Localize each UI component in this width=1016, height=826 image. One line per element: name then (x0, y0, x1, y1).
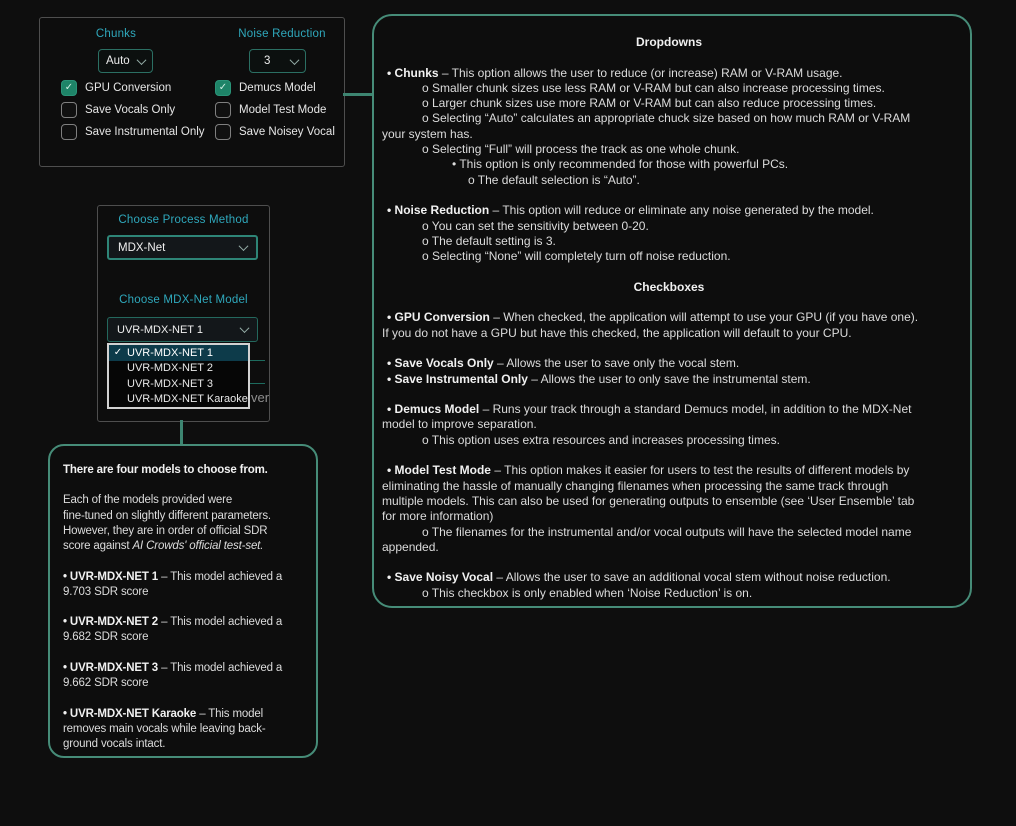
mdx-model-menu (107, 343, 250, 409)
chevron-down-icon (137, 55, 147, 65)
text: your system has. (382, 126, 473, 141)
text-line (374, 249, 964, 264)
text: If you do not have a GPU but have this checked, the application will default to your CPU. (382, 325, 852, 340)
menu-item-label: UVR-MDX-NET Karaoke (127, 393, 248, 406)
text-line (374, 234, 964, 249)
text: – Allows the user to only save the instrumental stem. (527, 371, 811, 386)
bold-text: • UVR-MDX-NET 3 (63, 661, 159, 674)
text: o The default setting is 3. (422, 233, 556, 248)
chunks-dropdown[interactable] (98, 49, 153, 73)
text: o Smaller chunk sizes use less RAM or V-RAM but can also increase processing times. (422, 80, 885, 95)
text: – This model (196, 707, 264, 720)
checkbox-label: Save Vocals Only (85, 103, 176, 116)
text: 9.703 SDR score (63, 585, 149, 598)
text-line (374, 372, 964, 387)
process-method-label: Choose Process Method (118, 214, 249, 226)
text-line (374, 479, 964, 494)
text-line (63, 615, 306, 630)
checkbox-label: Demucs Model (239, 81, 316, 94)
checkbox-unchecked-icon[interactable] (61, 124, 77, 140)
text-line (63, 509, 306, 524)
text-line (374, 586, 964, 601)
chunks-label: Chunks (95, 28, 137, 40)
checkbox-label: Save Instrumental Only (85, 125, 205, 138)
mdx-model-label: Choose MDX-Net Model (119, 294, 248, 306)
menu-item-label: UVR-MDX-NET 3 (127, 377, 213, 390)
text: o Selecting “None” will completely turn off noise reduction. (422, 249, 731, 264)
connector-line-horizontal (343, 93, 373, 96)
text-line (374, 356, 964, 371)
text: o You can set the sensitivity between 0-20. (422, 218, 649, 233)
bold-text: Checkboxes (633, 279, 705, 294)
text-line (374, 310, 964, 325)
settings-panel (39, 17, 345, 167)
text: multiple models. This can also be used for generating outputs to ensemble (see ‘User Ensemble’ tab (382, 493, 915, 508)
spacer (374, 341, 964, 356)
text-line (374, 326, 964, 341)
text: o This option uses extra resources and increases processing times. (422, 432, 780, 447)
chevron-down-icon (240, 323, 250, 333)
text: removes main vocals while leaving back- (63, 722, 266, 735)
text: – When checked, the application will attempt to use your GPU (if you have one). (489, 310, 919, 325)
menu-item[interactable] (109, 361, 248, 377)
text-line (374, 525, 964, 540)
text: for more information) (382, 509, 494, 524)
text-line (374, 111, 964, 126)
noise-reduction-dropdown[interactable] (249, 49, 306, 73)
bold-text: • Model Test Mode (387, 463, 491, 478)
checkbox-option[interactable] (215, 124, 338, 139)
text-line (374, 81, 964, 96)
bold-text: • UVR-MDX-NET Karaoke (63, 707, 197, 720)
checkbox-option[interactable] (215, 102, 338, 117)
italic-text: AI Crowds' official test-set. (132, 540, 264, 553)
chevron-down-icon (239, 241, 249, 251)
text-line (63, 630, 306, 645)
checkbox-label: GPU Conversion (85, 81, 172, 94)
noise-reduction-dropdown-value: 3 (264, 55, 271, 67)
mdx-model-value: UVR-MDX-NET 1 (117, 323, 203, 336)
mdx-model-dropdown[interactable] (107, 317, 258, 342)
text-line (63, 585, 306, 600)
spacer (374, 188, 964, 203)
checkbox-checked-icon[interactable]: ✓ (215, 80, 231, 96)
text: • This option is only recommended for those with powerful PCs. (452, 157, 789, 172)
checkbox-unchecked-icon[interactable] (215, 124, 231, 140)
bold-text: • Chunks (387, 65, 439, 80)
text-line (63, 463, 306, 478)
bold-text: • UVR-MDX-NET 1 (63, 570, 159, 583)
text: appended. (382, 539, 439, 554)
text: 9.662 SDR score (63, 677, 149, 690)
text-line (374, 509, 964, 524)
noise-reduction-label: Noise Reduction (238, 28, 326, 40)
text-line (374, 433, 964, 448)
text-line (374, 463, 964, 478)
text-line (374, 219, 964, 234)
text: – This option makes it easier for users to test the results of different models by (490, 463, 910, 478)
checkbox-option[interactable] (61, 102, 215, 117)
text-line (374, 570, 964, 585)
bold-text: • Noise Reduction (387, 203, 490, 218)
menu-item[interactable] (109, 376, 248, 392)
process-method-dropdown[interactable] (107, 235, 258, 260)
text-line (374, 66, 964, 81)
text-line (374, 96, 964, 111)
text: – This option will reduce or eliminate any noise generated by the model. (489, 203, 874, 218)
text-line (63, 707, 306, 722)
docs-box (372, 14, 972, 608)
spacer (374, 448, 964, 463)
text-line (63, 570, 306, 585)
checkbox-grid (61, 80, 338, 139)
bold-text: • Save Vocals Only (387, 356, 494, 371)
text-line (374, 402, 964, 417)
spacer (63, 478, 306, 493)
text: o The filenames for the instrumental and/or vocal outputs will have the selected model name (422, 524, 912, 539)
text: o Selecting “Auto” calculates an appropriate chuck size based on how much RAM or V-RAM (422, 111, 911, 126)
text: 9.682 SDR score (63, 631, 149, 644)
text: – This model achieved a (158, 570, 283, 583)
text-line (374, 157, 964, 172)
text-line (63, 661, 306, 676)
connector-line-vertical (180, 420, 183, 445)
process-method-value: MDX-Net (118, 241, 166, 254)
checkbox-option[interactable] (215, 80, 338, 95)
menu-item[interactable] (109, 392, 248, 408)
text: – This model achieved a (158, 661, 283, 674)
text: eliminating the hassle of manually changing filenames when processing the same track through (382, 478, 889, 493)
menu-item-label: UVR-MDX-NET 2 (127, 362, 213, 375)
text-line (63, 722, 306, 737)
text: However, they are in order of official SDR (63, 524, 268, 537)
process-method-panel (97, 205, 270, 422)
text-line (374, 540, 964, 555)
text-line (374, 417, 964, 432)
text: – Allows the user to save only the vocal stem. (493, 356, 740, 371)
text: – Allows the user to save an additional vocal stem without noise reduction. (493, 570, 891, 585)
text: model to improve separation. (382, 417, 537, 432)
text: Each of the models provided were (63, 494, 233, 507)
spacer (63, 600, 306, 615)
spacer (63, 646, 306, 661)
text: – Runs your track through a standard Demucs model, in addition to the MDX-Net (479, 402, 912, 417)
text: fine-tuned on slightly different parameters. (63, 509, 271, 522)
checkbox-option[interactable] (61, 124, 215, 139)
checkbox-unchecked-icon[interactable] (61, 102, 77, 118)
text: score against (63, 540, 133, 553)
bold-text: Dropdowns (636, 35, 702, 49)
text-line (374, 173, 964, 188)
check-icon: ✓ (113, 347, 123, 359)
spacer (374, 295, 964, 310)
text-line (63, 493, 306, 508)
text: – This model achieved a (158, 616, 283, 629)
text-line (374, 142, 964, 157)
bold-text: There are four models to choose from. (63, 464, 268, 476)
text-line (63, 524, 306, 539)
chevron-down-icon (290, 55, 300, 65)
text-line (374, 127, 964, 142)
bold-text: • Demucs Model (387, 402, 480, 417)
checkbox-option[interactable] (61, 80, 215, 95)
spacer (374, 264, 964, 279)
spacer (374, 387, 964, 402)
text-line (63, 676, 306, 691)
spacer (374, 50, 964, 65)
text: o Selecting “Full” will process the track as one whole chunk. (422, 142, 740, 157)
chunks-dropdown-value: Auto (106, 55, 130, 67)
text: – This option allows the user to reduce (or increase) RAM or V-RAM usage. (438, 65, 843, 80)
text-line (374, 203, 964, 218)
text: ground vocals intact. (63, 737, 166, 750)
models-note-box (48, 444, 318, 758)
text: o Larger chunk sizes use more RAM or V-RAM but can also reduce processing times. (422, 96, 877, 111)
bold-text: • GPU Conversion (387, 310, 490, 325)
spacer (374, 555, 964, 570)
hidden-ui-text-fragment: ver (251, 390, 270, 405)
section-heading (374, 280, 964, 295)
hidden-ui-line (250, 360, 265, 361)
text-line (63, 539, 306, 554)
text-line (63, 737, 306, 752)
checkbox-label: Save Noisey Vocal (239, 125, 335, 138)
section-heading (374, 35, 964, 50)
bold-text: • Save Noisy Vocal (387, 570, 494, 585)
menu-item[interactable] (109, 345, 248, 361)
checkbox-unchecked-icon[interactable] (215, 102, 231, 118)
menu-item-label: UVR-MDX-NET 1 (127, 346, 213, 359)
checkbox-label: Model Test Mode (239, 103, 327, 116)
text-line (374, 494, 964, 509)
spacer (63, 691, 306, 706)
text: o The default selection is “Auto”. (468, 172, 640, 187)
hidden-ui-line (250, 383, 265, 384)
checkbox-checked-icon[interactable]: ✓ (61, 80, 77, 96)
text: o This checkbox is only enabled when ‘Noise Reduction’ is on. (422, 585, 753, 600)
spacer (63, 554, 306, 569)
bold-text: • UVR-MDX-NET 2 (63, 616, 159, 629)
bold-text: • Save Instrumental Only (387, 371, 528, 386)
